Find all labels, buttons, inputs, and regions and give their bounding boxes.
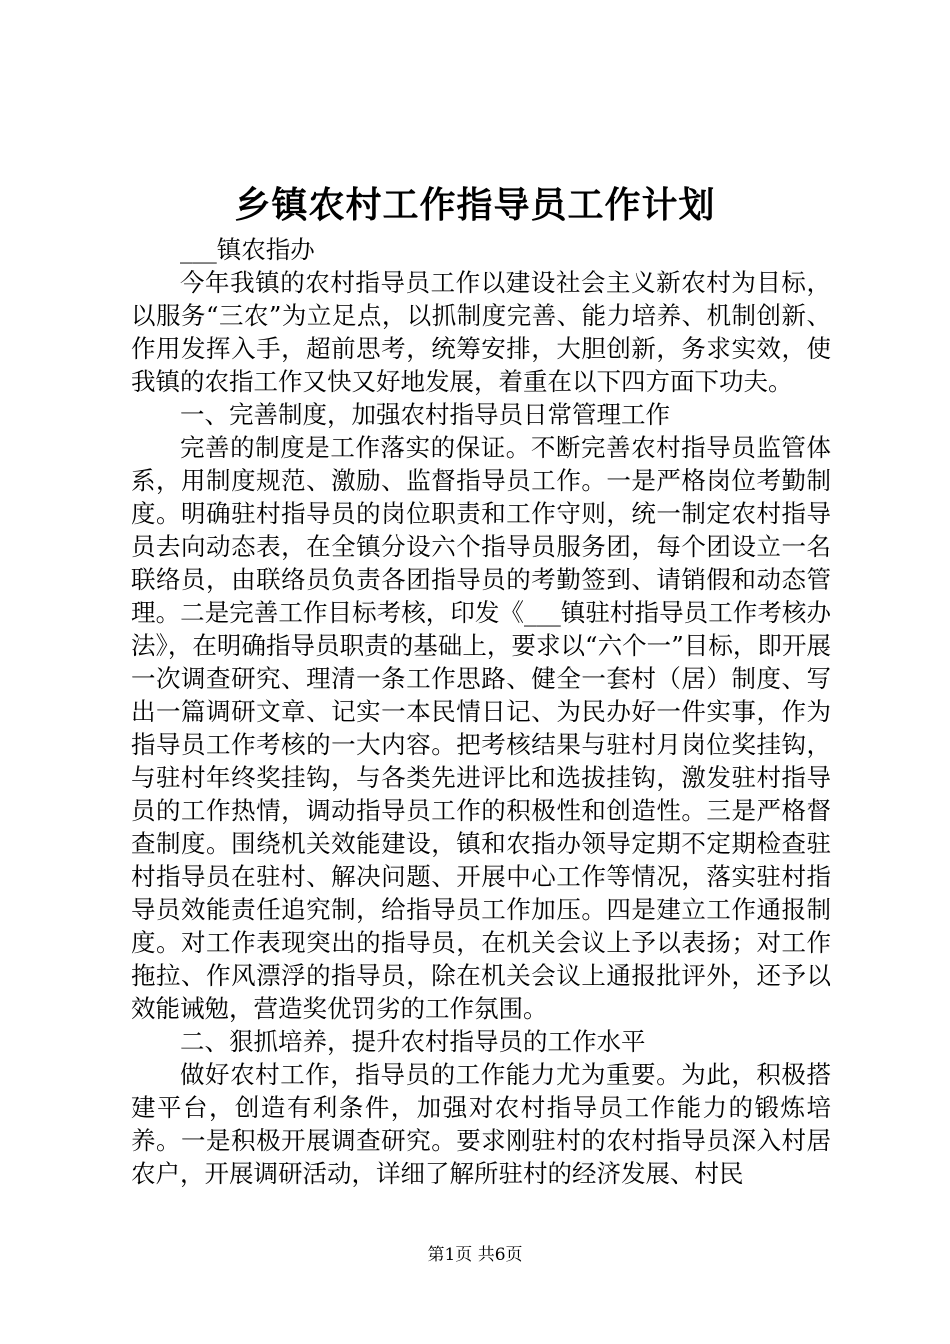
document-body bbox=[131, 233, 831, 1190]
section-heading-1: 一、完善制度，加强农村指导员日常管理工作 bbox=[180, 400, 670, 429]
section-1-paragraph: 完善的制度是工作落实的保证。不断完善农村指导员监管体系，用制度规范、激励、监督指导员工作。一是严格岗位考勤制度。明确驻村指导员的岗位职责和工作守则，统一制定农村指导员去向动态表，在全镇分设六个指导员服务团，每个团设立一名联络员，由联络员负责各团指导员的考勤签到、请销假和动态管理。二是完善工作目标考核，印发《___镇驻村指导员工作考核办法》，在明确指导员职责的基础上，要求以“六个一”目标，即开展一次调查研究、理清一条工作思路、健全一套村（居）制度、写出一篇调研文章、记实一本民情日记、为民办好一件实事，作为指导员工作考核的一大内容。把考核结果与驻村月岗位奖挂钩，与驻村年终奖挂钩，与各类先进评比和选拔挂钩，激发驻村指导员的工作热情，调动指导员工作的积极性和创造性。三是严格督查制度。围绕机关效能建设，镇和农指办领导定期不定期检查驻村指导员在驻村、解决问题、开展中心工作等情况，落实驻村指导员效能责任追究制，给指导员工作加压。四是建立工作通报制度。对工作表现突出的指导员，在机关会议上予以表扬；对工作拖拉、作风漂浮的指导员，除在机关会议上通报批评外，还予以效能诫勉，营造奖优罚劣的工作氛围。 bbox=[131, 433, 831, 1023]
page-number-footer: 第1页 共6页 bbox=[427, 1245, 523, 1265]
section-heading-2: 二、狠抓培养，提升农村指导员的工作水平 bbox=[180, 1027, 646, 1056]
section-2-paragraph: 做好农村工作，指导员的工作能力尤为重要。为此，积极搭建平台，创造有利条件，加强对农村指导员工作能力的锻炼培养。一是积极开展调查研究。要求刚驻村的农村指导员深入村居农户，开展调研活动，详细了解所驻村的经济发展、村民 bbox=[131, 1060, 831, 1188]
issuer-line: ___镇农指办 bbox=[180, 235, 315, 264]
intro-paragraph: 今年我镇的农村指导员工作以建设社会主义新农村为目标，以服务“三农”为立足点，以抓制度完善、能力培养、机制创新、作用发挥入手，超前思考，统筹安排，大胆创新，务求实效，使我镇的农指工作又快又好地发展，着重在以下四方面下功夫。 bbox=[131, 268, 831, 396]
document-title: 乡镇农村工作指导员工作计划 bbox=[234, 184, 716, 226]
